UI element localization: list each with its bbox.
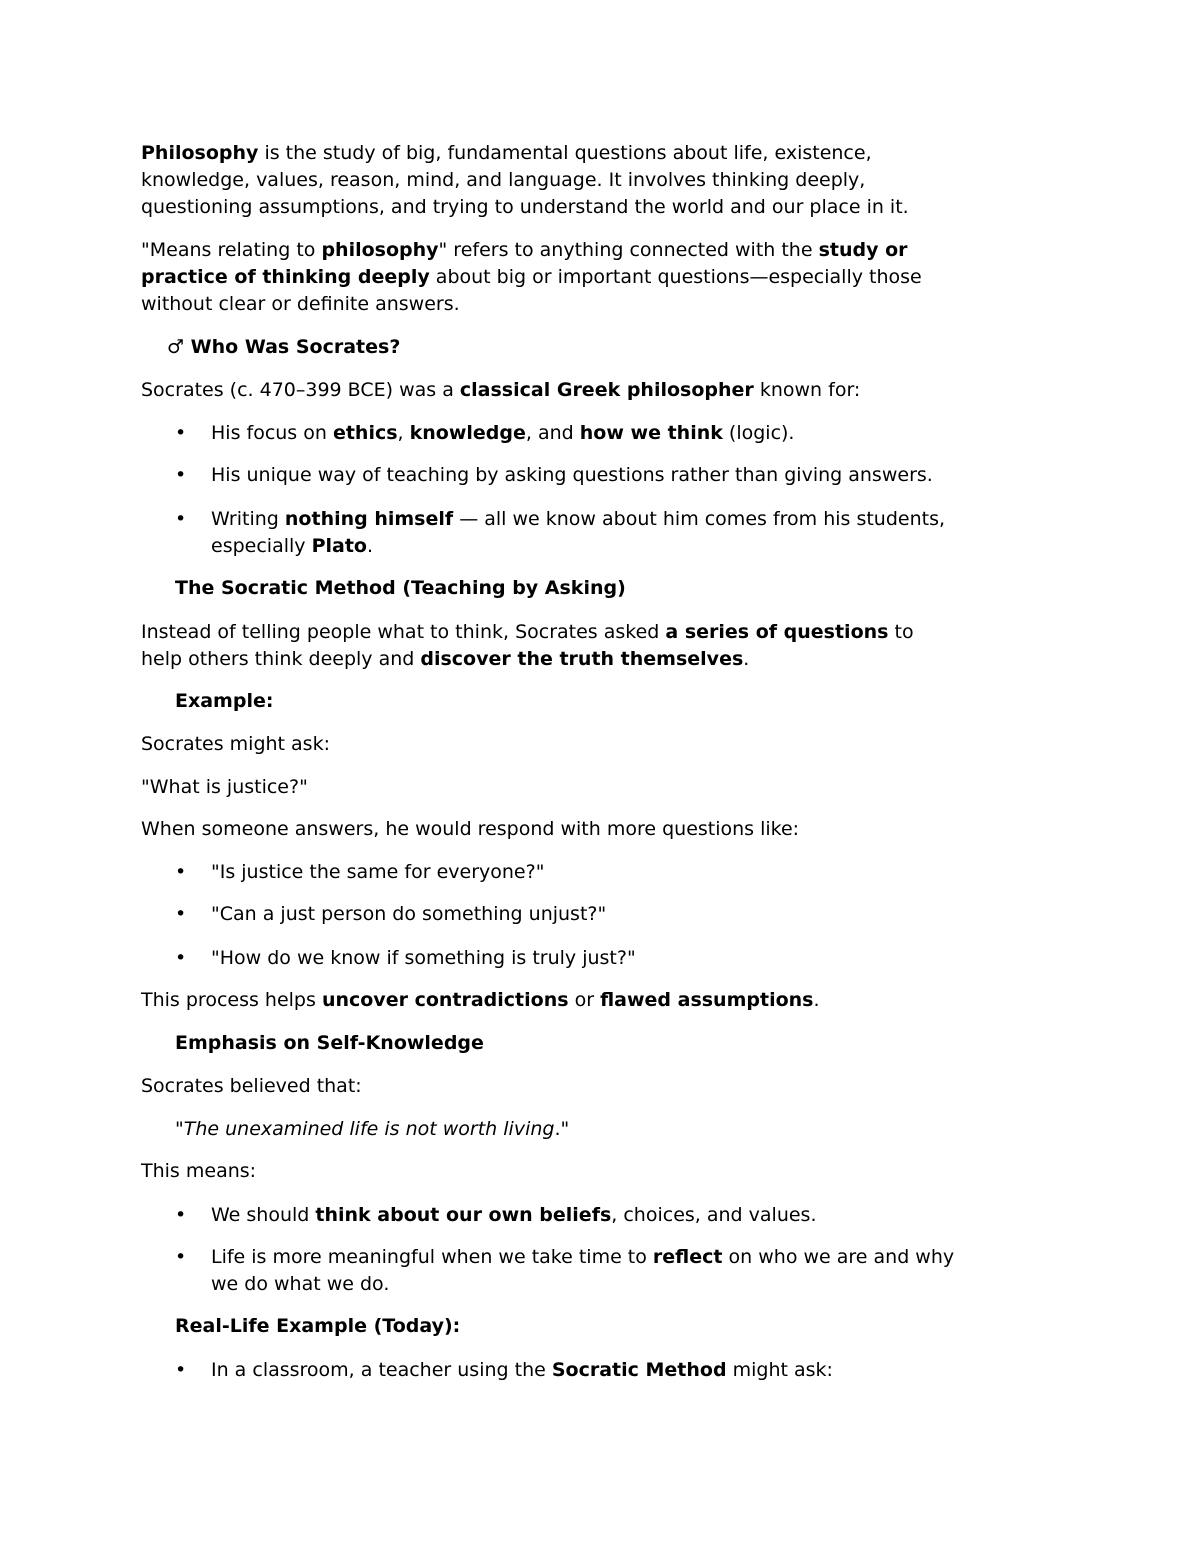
- list-item: • Life is more meaningful when we take time to reflect on who we are and why we do what we do.: [175, 1246, 955, 1295]
- ask-line: Socrates might ask:: [141, 733, 330, 755]
- bullet-icon: •: [175, 508, 187, 530]
- quote-line: "The unexamined life is not worth living.": [175, 1118, 570, 1140]
- heading-self-knowledge: Emphasis on Self-Knowledge: [175, 1032, 484, 1054]
- heading-socratic-method: The Socratic Method (Teaching by Asking): [175, 577, 626, 599]
- socrates-lead: Socrates (c. 470–399 BCE) was a classical Greek philosopher known for:: [141, 379, 861, 401]
- bullet-icon: •: [175, 947, 187, 969]
- term-philosophy: Philosophy: [141, 142, 259, 164]
- bullet-icon: •: [175, 1246, 187, 1268]
- believed-line: Socrates believed that:: [141, 1075, 362, 1097]
- question-line: "What is justice?": [141, 776, 308, 798]
- heading-example: Example:: [175, 690, 274, 712]
- bullet-icon: •: [175, 422, 187, 444]
- means-line: This means:: [141, 1160, 257, 1182]
- bullet-icon: •: [175, 1204, 187, 1226]
- definition-paragraph: "Means relating to philosophy" refers to anything connected with the study or practice of thinking deeply about big or important questions—especially those without clear or definite answers.: [141, 239, 922, 315]
- method-paragraph: Instead of telling people what to think, Socrates asked a series of questions to help others think deeply and discover the truth themselves.: [141, 621, 914, 670]
- bullet-icon: •: [175, 1359, 187, 1381]
- intro-paragraph: Philosophy is the study of big, fundamental questions about life, existence, knowledge, values, reason, mind, and language. It involves thinking deeply, questioning assumptions, and trying to understand the world and our place in it.: [141, 142, 909, 218]
- bullet-icon: •: [175, 464, 187, 486]
- followup-line: When someone answers, he would respond with more questions like:: [141, 818, 800, 840]
- bullet-icon: •: [175, 861, 187, 883]
- heading-who-was-socrates: ♂ Who Was Socrates?: [167, 336, 401, 358]
- document-page: Philosophy is the study of big, fundamental questions about life, existence, knowledge, values, reason, mind, and language. It involves thinking deeply, questioning assumptions, and trying to understand the world and our place in it. "Means relating to philosophy" refers to anything connected with the study or practice of thinking deeply about big or important questions—especially those without clear or definite answers. ♂ Who Was Socrates? Socrates (c. 470–399 BCE) was a classical Greek philosopher known for: • His focus on ethics, knowledge, and how we think (logic). • His unique way of teaching by asking questions rather than giving answers. • Writing nothing himself — all we know about him comes from his students, especially Plato. The Socratic Method (Teaching by Asking) Instead of telling people what to think, Socrates asked a series of questions to help others think deeply and discover the truth themselves. Example: Socrates might ask: "What is justice?" When someone answers, he would respond with more questions like: • "Is justice the same for everyone?" • "Can a just person do something unjust?" • "How do we know if something is truly just?" This process helps uncover contradictions or flawed assumptions. Emphasis on Self-Knowledge Socrates believed that: "The unexamined life is not worth living." This means: • We should think about our own beliefs, choices, and values. • Life is more meaningful when we take time to reflect on who we are and why we do what we do. Real-Life Example (Today): • In a classroom, a teacher using the Socratic Method might ask:: [0, 0, 1200, 1553]
- male-sign-icon: ♂: [167, 336, 185, 358]
- process-line: This process helps uncover contradictions or flawed assumptions.: [141, 989, 820, 1011]
- bullet-icon: •: [175, 903, 187, 925]
- list-item: • Writing nothing himself — all we know about him comes from his students, especially Plato.: [175, 508, 946, 557]
- heading-real-life-example: Real-Life Example (Today):: [175, 1315, 461, 1337]
